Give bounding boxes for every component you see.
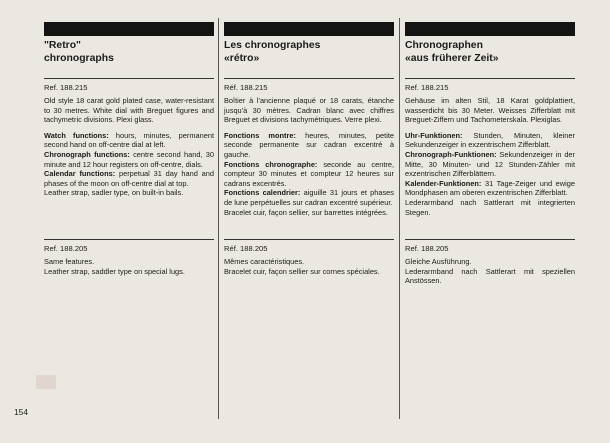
chronograph-functions-label: Fonctions chronographe: (224, 159, 318, 169)
variant-line-2: Lederarmband nach Sattlerart mit speziellen Anstössen. (405, 266, 575, 286)
reference-number: Ref. 188.215 (405, 83, 449, 92)
calendar-functions-label: Fonctions calendrier: (224, 188, 301, 198)
header-bar (44, 22, 214, 36)
reference-number: Réf. 188.205 (224, 244, 268, 253)
chronograph-functions-text: centre second hand, 30 minute and 12 hour registers on off-centre, dials. (44, 149, 214, 169)
calendar-functions-text: aiguille 31 jours et phases de lune perpétuelles sur cadran excentré supérieur. (224, 188, 394, 207)
section-rule (224, 239, 394, 240)
title-line-2: chronographs (44, 52, 114, 64)
functions-block (44, 131, 214, 198)
chronograph-functions-label: Chronograph-Funktionen: (405, 149, 497, 159)
title-line-1: "Retro" (44, 40, 81, 51)
strap-text: Leather strap, sadler type, on built-in bails. (44, 188, 184, 198)
strap-text: Lederarmband nach Sattlerart mit integrierten Stegen. (405, 197, 575, 217)
column-english (44, 0, 214, 423)
chronograph-functions-text: Sekundenzeiger in der Mitte, 30 Minuten- und 12 Stunden-Zähler mit exzentrischen Zifferblättern. (405, 149, 575, 179)
section-rule (44, 78, 214, 79)
chronograph-functions-label: Chronograph functions: (44, 149, 130, 159)
watch-functions-label: Uhr-Funktionen: (405, 130, 463, 140)
second-reference-section (44, 239, 214, 282)
column-title (224, 40, 394, 78)
variant-line-1: Gleiche Ausführung. (405, 257, 472, 266)
watch-functions-text: hours, minutes, permanent second hand on off-centre dial at left. (44, 130, 215, 150)
section-rule (405, 78, 575, 79)
variant-description (405, 257, 575, 286)
reference-number: Ref. 188.215 (44, 83, 88, 92)
watch-functions-label: Fonctions montre: (224, 130, 296, 140)
variant-description (44, 257, 214, 276)
title-line-1: Chronographen (405, 40, 483, 51)
column-divider-right (399, 18, 400, 419)
description: Boîtier à l'ancienne plaqué or 18 carats, étanche jusqu'à 30 mètres. Cadran blanc avec chiffres Breguet et divisions tachymétriques. Verre plexi. (224, 96, 394, 125)
faint-watermark (36, 375, 56, 389)
strap-text: Bracelet cuir, façon sellier, sur barrettes intégrées. (224, 207, 388, 217)
variant-line-1: Same features. (44, 257, 95, 266)
calendar-functions-label: Calendar functions: (44, 169, 116, 179)
functions-block (224, 131, 394, 217)
variant-description (224, 257, 394, 276)
section-rule (44, 239, 214, 240)
watch-functions-label: Watch functions: (44, 130, 109, 140)
variant-line-1: Mêmes caractéristiques. (224, 257, 305, 266)
reference-number: Ref. 188.205 (405, 244, 449, 253)
header-bar (405, 22, 575, 36)
column-german (405, 0, 575, 423)
page-number: 154 (14, 407, 28, 417)
reference-number: Ref. 188.205 (44, 244, 88, 253)
section-rule (405, 239, 575, 240)
column-title (405, 40, 575, 78)
title-line-1: Les chronographes (224, 40, 321, 51)
header-bar (224, 22, 394, 36)
title-line-2: «aus früherer Zeit» (405, 52, 499, 64)
second-reference-section (405, 239, 575, 292)
column-divider-left (218, 18, 219, 419)
chronograph-functions-text: seconde au centre, compteur 30 minutes et compteur 12 heures sur cadrans excentrés. (224, 159, 394, 188)
description: Old style 18 carat gold plated case, water-resistant to 30 metres. White dial with Breguet figures and tachymetric divisions. Plexi glass. (44, 96, 214, 125)
description: Gehäuse im alten Stil, 18 Karat goldplattiert, wasserdicht bis 30 Meter. Weisses Zifferblatt mit Breguet-Ziffern und Tachometerskala. Plexiglas. (405, 96, 575, 125)
reference-number: Réf. 188.215 (224, 83, 268, 92)
variant-line-2: Bracelet cuir, façon sellier sur cornes spéciales. (224, 266, 380, 276)
title-line-2: «rétro» (224, 52, 260, 64)
section-rule (224, 78, 394, 79)
variant-line-2: Leather strap, saddler type on special lugs. (44, 266, 185, 276)
calendar-functions-text: 31 Tage-Zeiger und ewige Mondphasen am oberen exzentrischen Zifferblatt. (405, 178, 575, 198)
watch-functions-text: heures, minutes, petite seconde permanente sur cadran excentré à gauche. (224, 130, 394, 159)
second-reference-section (224, 239, 394, 282)
calendar-functions-label: Kalender-Funktionen: (405, 178, 482, 188)
calendar-functions-text: perpetual 31 day hand and phases of the moon on off-centre dial at top. (44, 169, 214, 188)
column-title (44, 40, 214, 78)
functions-block (405, 131, 575, 217)
column-french (224, 0, 394, 423)
watch-functions-text: Stunden, Minuten, kleiner Sekundenzeiger in exzentrischem Zifferblatt. (405, 130, 575, 150)
